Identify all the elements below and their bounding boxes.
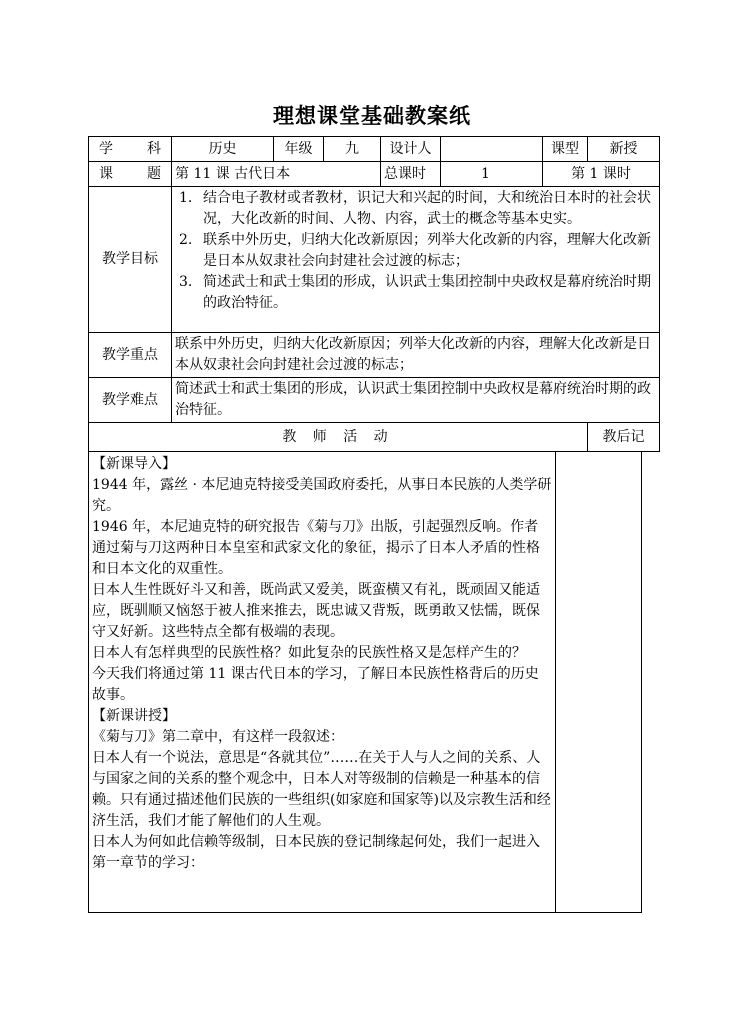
total-hours-value: 1	[441, 162, 543, 187]
lesson-paragraph: 1944 年，露丝 · 本尼迪克特接受美国政府委托，从事日本民族的人类学研究。	[92, 477, 552, 514]
grade-value: 九	[324, 137, 381, 162]
lesson-type-label: 课型	[543, 137, 588, 162]
lesson-content-table	[88, 451, 642, 913]
objectives-label: 教学目标	[89, 187, 172, 333]
post-notes-header: 教后记	[588, 423, 660, 452]
designer-label: 设计人	[381, 137, 441, 162]
post-notes-content	[556, 452, 642, 913]
difficulties-text: 简述武士和武士集团的形成，认识武士集团控制中央政权是幕府统治时期的政治特征。	[172, 378, 660, 423]
topic-value: 第 11 课 古代日本	[172, 162, 381, 187]
lesson-paragraph: 1946 年，本尼迪克特的研究报告《菊与刀》出版，引起强烈反响。作者通过菊与刀这两种日本皇室和武家文化的象征，揭示了日本人矛盾的性格和日本文化的双重性。	[92, 519, 540, 577]
objective-number: 3.	[179, 274, 193, 290]
lesson-type-value: 新授	[588, 137, 660, 162]
objective-number: 2.	[179, 232, 193, 248]
lesson-plan-header-table	[88, 136, 660, 452]
key-points-text: 联系中外历史，归纳大化改新原因；列举大化改新的内容，理解大化改新是日本从奴隶社会向封建社会过渡的标志；	[172, 333, 660, 378]
current-hour: 第 1 课时	[543, 162, 660, 187]
grade-label: 年级	[274, 137, 324, 162]
key-points-label: 教学重点	[89, 333, 172, 378]
difficulties-label: 教学难点	[89, 378, 172, 423]
document-title: 理想课堂基础教案纸	[273, 103, 471, 128]
total-hours-label: 总课时	[381, 162, 441, 187]
intro-heading: 【新课导入】	[92, 456, 176, 472]
designer-value	[441, 137, 543, 162]
objective-item	[179, 272, 656, 314]
subject-value: 历史	[172, 137, 274, 162]
objective-text: 简述武士和武士集团的形成，认识武士集团控制中央政权是幕府统治时期的政治特征。	[203, 274, 651, 311]
lesson-paragraph: 日本人为何如此信赖等级制，日本民族的登记制缘起何处，我们一起进入第一章节的学习：	[92, 834, 540, 871]
objective-number: 1.	[179, 190, 193, 206]
teacher-activity-header: 教 师 活 动	[89, 423, 588, 452]
lesson-paragraph: 今天我们将通过第 11 课古代日本的学习，了解日本民族性格背后的历史故事。	[92, 666, 539, 703]
subject-label: 学科	[89, 137, 172, 162]
objective-item	[179, 188, 656, 230]
objectives-list	[172, 187, 660, 333]
lecture-heading: 【新课讲授】	[92, 708, 176, 724]
lesson-paragraph: 日本人生性既好斗又和善，既尚武又爱美，既蛮横又有礼，既顽固又能适应，既驯顺又恼怒于被人推来推去，既忠诚又背叛，既勇敢又怯懦，既保守又好新。这些特点全都有极端的表现。	[92, 582, 540, 640]
objective-item	[179, 230, 656, 272]
lesson-paragraph: 日本人有怎样典型的民族性格？如此复杂的民族性格又是怎样产生的？	[92, 645, 526, 661]
lesson-paragraph: 《菊与刀》第二章中，有这样一段叙述：	[92, 729, 344, 745]
objective-text: 联系中外历史，归纳大化改新原因；列举大化改新的内容，理解大化改新是日本从奴隶社会向封建社会过渡的标志；	[203, 232, 651, 269]
topic-label: 课题	[89, 162, 172, 187]
lesson-paragraph: 日本人有一个说法，意思是“各就其位”……在关于人与人之间的关系、人与国家之间的关系的整个观念中，日本人对等级制的信赖是一种基本的信赖。只有通过描述他们民族的一些组织(如家庭和国家等)以及宗教生活和经济生活，我们才能了解他们的人生观。	[92, 750, 551, 829]
objective-text: 结合电子教材或者教材，识记大和兴起的时间，大和统治日本时的社会状况，大化改新的时间、人物、内容，武士的概念等基本史实。	[203, 190, 651, 227]
teacher-activity-content	[89, 452, 556, 913]
